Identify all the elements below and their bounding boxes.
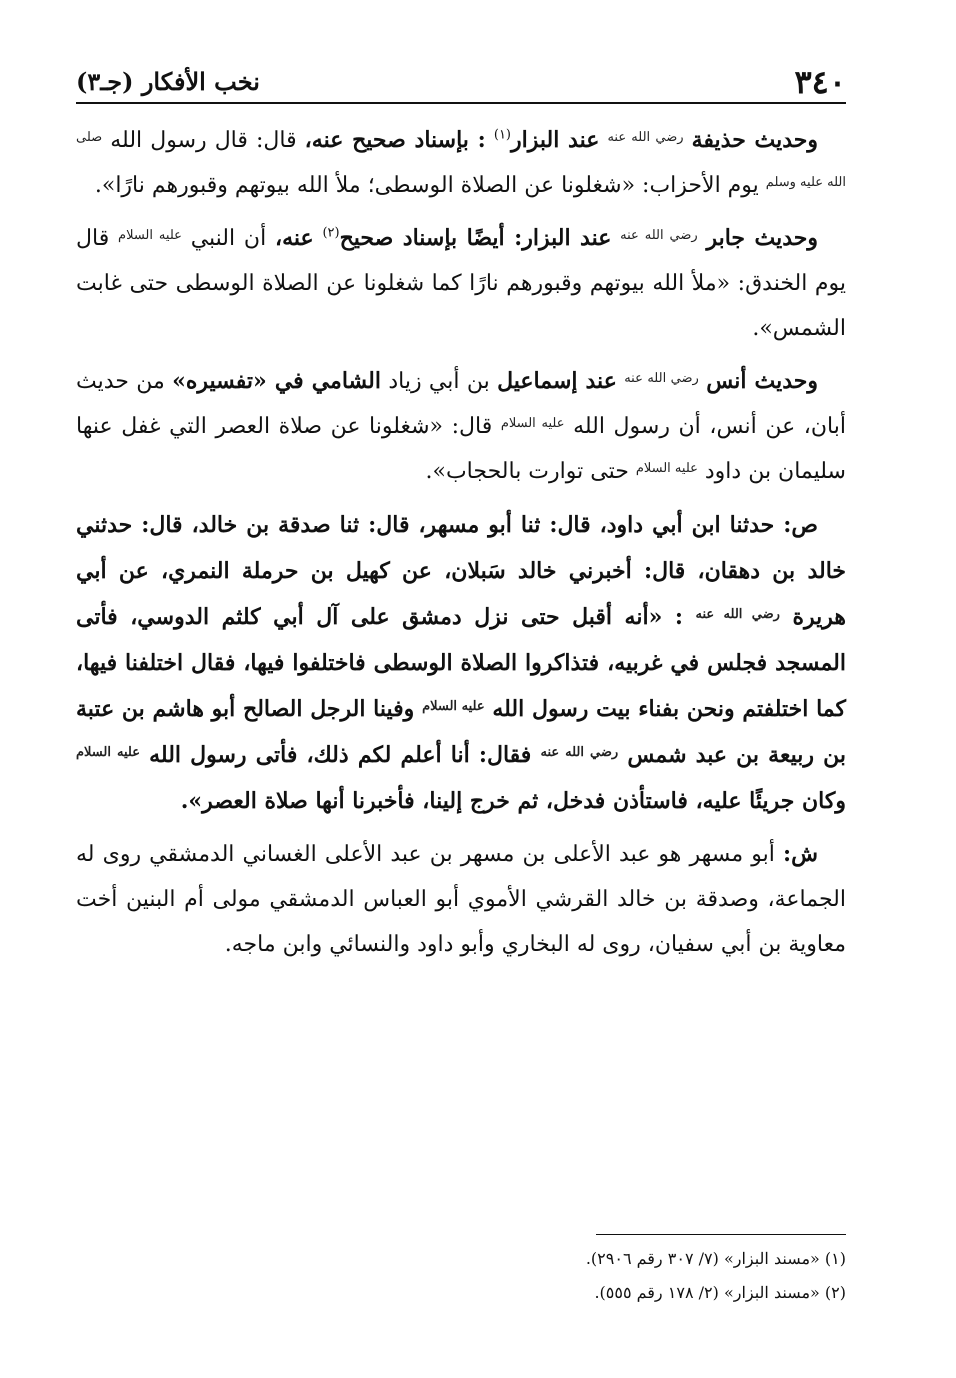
- text-segment: عند البزار: أيضًا بإسناد صحيح: [339, 225, 612, 251]
- honorific-ra: رضي الله عنه: [540, 745, 619, 760]
- honorific-as: عليه السلام: [422, 699, 485, 714]
- text-segment: من حديث أبان، عن أنس، أن رسول الله: [76, 369, 846, 439]
- text-segment: وكان جريئًا عليه، فاستأذن فدخل، ثم خرج إلينا، فأخبرنا أنها صلاة العصر».: [180, 788, 846, 814]
- honorific-as: عليه السلام: [500, 416, 565, 431]
- page-header: [76, 56, 846, 104]
- text-segment: بن أبي زياد: [388, 369, 490, 394]
- text-segment: فقال: أنا أعلم لكم ذلك، فأتى رسول الله: [149, 742, 532, 768]
- paragraph-hudhayfa: [76, 118, 846, 208]
- running-title: نخب الأفكار (جـ٣): [76, 67, 260, 96]
- honorific-ra: رضي الله عنه: [607, 130, 684, 145]
- text-segment: وحديث جابر: [706, 225, 818, 251]
- honorific-ra: رضي الله عنه: [695, 607, 780, 622]
- page-number: ٣٤٠: [794, 63, 846, 101]
- honorific-as: عليه السلام: [118, 228, 182, 243]
- paragraph-anas: [76, 359, 846, 494]
- text-segment: : بإسناد صحيح عنه،: [304, 127, 486, 153]
- honorific-as: عليه السلام: [635, 461, 698, 476]
- text-segment: عند إسماعيل: [497, 368, 617, 394]
- main-text: [76, 118, 846, 975]
- paragraph-matn: [76, 502, 846, 824]
- text-segment: الشامي في «تفسيره»: [172, 368, 381, 394]
- footnote-ref[interactable]: (١): [493, 127, 511, 143]
- footnote-1: (١) «مسند البزار» (٧/ ٣٠٧ رقم ٢٩٠٦).: [585, 1249, 846, 1268]
- honorific-ra: رضي الله عنه: [624, 371, 699, 386]
- text-segment: وحديث أنس: [706, 368, 818, 394]
- honorific-ra: رضي الله عنه: [620, 228, 698, 243]
- text-segment: قال: «شغلونا عن صلاة العصر التي غفل عنها سليمان بن داود: [76, 414, 846, 484]
- text-segment: يوم الأحزاب: «شغلونا عن الصلاة الوسطى؛ ملأ الله بيوتهم وقبورهم نارًا».: [94, 173, 759, 198]
- text-segment: أبو مسهر هو عبد الأعلى بن مسهر بن عبد الأعلى الغساني الدمشقي روى له الجماعة، وصدقة بن خالد القرشي الأموي أبو العباس الدمشقي مولى أم البنين أخت معاوية بن أبي سفيان، روى له البخاري وأبو داود والنسائي وابن ماجه.: [76, 842, 846, 957]
- text-segment: وحديث حذيفة: [691, 127, 819, 153]
- honorific-as: عليه السلام: [76, 745, 140, 760]
- footnote-2: (٢) «مسند البزار» (٢/ ١٧٨ رقم ٥٥٥).: [594, 1283, 846, 1302]
- text-segment: وفينا الرجل الصالح أبو هاشم بن عتبة بن ربيعة بن عبد شمس: [76, 696, 846, 768]
- text-segment: قال: قال رسول الله: [110, 128, 297, 153]
- sharh-marker: ش:: [783, 841, 818, 867]
- text-segment: حتى توارت بالحجاب».: [425, 459, 629, 484]
- text-segment: ص: حدثنا ابن أبي داود، قال: ثنا أبو مسهر، قال: ثنا صدقة بن خالد، قال: حدثني خالد بن دهقان، قال: أخبرني خالد سَبلان، عن كهيل بن حرملة النمري، عن أبي هريرة: [76, 512, 846, 630]
- footnote-ref[interactable]: (٢): [322, 225, 340, 241]
- text-segment: عند البزار: [511, 127, 600, 153]
- footnote-divider: [596, 1234, 846, 1235]
- text-segment: : «أنه أقبل حتى نزل دمشق على آل أبي كلثم الدوسي، فأتى المسجد فجلس في غربيه، فتذاكروا الصلاة الوسطى فاختلفوا فيها، فقال اختلفنا فيها، كما اختلفتم ونحن بفناء بيت رسول الله: [76, 604, 846, 722]
- text-segment: عنه،: [274, 225, 314, 251]
- text-segment: أن النبي: [190, 226, 267, 251]
- paragraph-sharh: [76, 832, 846, 967]
- honorific-saw: صلى الله عليه وسلم: [76, 130, 846, 190]
- footnotes: [76, 1242, 846, 1310]
- text-segment: قال يوم الخندق: «ملأ الله بيوتهم وقبورهم نارًا كما شغلونا عن الصلاة الوسطى حتى غابت الشمس».: [76, 226, 846, 341]
- paragraph-jabir: [76, 216, 846, 351]
